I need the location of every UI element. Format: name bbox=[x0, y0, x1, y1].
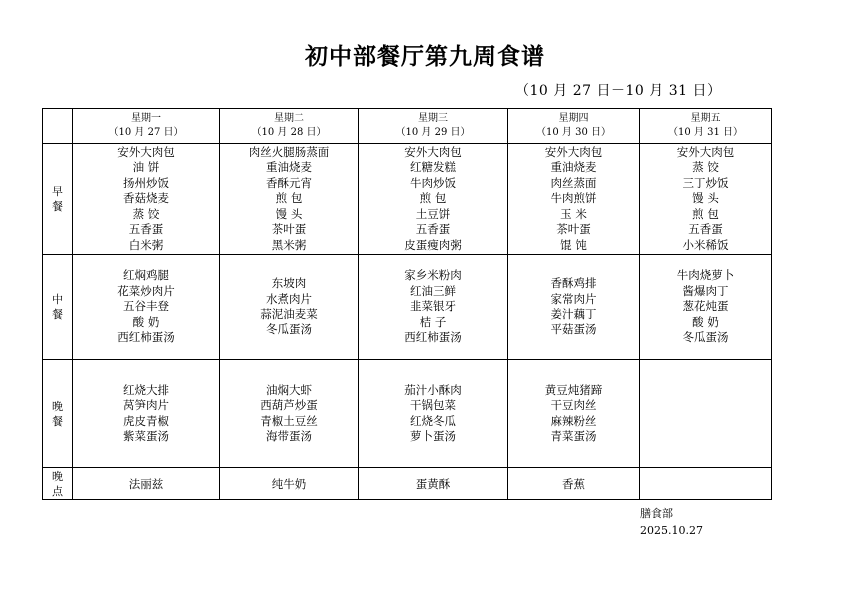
dish-cell bbox=[359, 144, 508, 255]
dish-item: 酸 奶 bbox=[692, 314, 719, 329]
dish-item: 馄 饨 bbox=[560, 237, 587, 252]
dish-item: 重油烧麦 bbox=[266, 160, 312, 175]
dish-item: 玉 米 bbox=[560, 206, 587, 221]
day-date: （10 月 30 日） bbox=[536, 127, 611, 138]
dish-item: 黑米粥 bbox=[271, 237, 307, 252]
signature-date: 2025.10.27 bbox=[640, 524, 703, 537]
dish-cell bbox=[220, 360, 359, 468]
dish-item: 五香蛋 bbox=[415, 222, 451, 237]
dish-item: 油 饼 bbox=[132, 160, 160, 175]
dish-item: 安外大肉包 bbox=[117, 145, 175, 160]
dish-cell bbox=[508, 360, 640, 468]
day-name: 星期四 bbox=[558, 113, 589, 124]
signature-dept: 膳食部 bbox=[640, 507, 673, 520]
lunch-row bbox=[43, 255, 772, 360]
day-name: 星期二 bbox=[274, 113, 304, 124]
dish-item: 冬瓜蛋汤 bbox=[266, 322, 312, 337]
dish-item: 花菜炒肉片 bbox=[117, 283, 175, 298]
header-row bbox=[43, 109, 772, 144]
dish-item: 土豆饼 bbox=[415, 206, 451, 221]
dish-item: 蒸 饺 bbox=[692, 160, 719, 175]
dish-item: 皮蛋瘦肉粥 bbox=[404, 237, 462, 252]
dish-item: 海带蛋汤 bbox=[266, 428, 312, 443]
day-name: 星期一 bbox=[131, 113, 161, 124]
dish-item: 蒸 饺 bbox=[132, 206, 160, 221]
dish-cell bbox=[640, 144, 772, 255]
dish-item: 姜汁藕丁 bbox=[550, 307, 597, 321]
dinner-row bbox=[43, 360, 772, 468]
day-name: 星期三 bbox=[418, 113, 448, 124]
dish-cell bbox=[640, 360, 772, 468]
dish-item: 冬瓜蛋汤 bbox=[682, 330, 729, 345]
dish-item: 干锅包菜 bbox=[410, 398, 456, 413]
day-date: （10 月 27 日） bbox=[108, 127, 184, 138]
dish-item: 香菇烧麦 bbox=[123, 191, 169, 206]
day-header-2 bbox=[220, 109, 359, 144]
dish-item: 水煮肉片 bbox=[266, 291, 312, 306]
dish-cell bbox=[508, 255, 640, 360]
dish-cell bbox=[508, 144, 640, 255]
dish-item: 酸 奶 bbox=[132, 314, 160, 329]
page-title: 初中部餐厅第九周食谱 bbox=[305, 44, 545, 70]
dish-item: 香酥鸡排 bbox=[550, 276, 597, 291]
dish-item: 茄汁小酥肉 bbox=[404, 382, 462, 397]
day-name: 星期五 bbox=[690, 113, 721, 124]
dish-item: 紫菜蛋汤 bbox=[123, 428, 169, 443]
dish-item: 红糖发糕 bbox=[410, 160, 456, 175]
dish-item: 酱爆肉丁 bbox=[682, 283, 729, 298]
dish-item: 馒 头 bbox=[692, 191, 719, 206]
dish-item: 肉丝火腿肠蒸面 bbox=[248, 145, 330, 160]
dish-item: 茶叶蛋 bbox=[556, 222, 591, 237]
dish-item: 青椒土豆丝 bbox=[260, 413, 318, 428]
dish-item: 三丁炒饭 bbox=[682, 175, 729, 190]
dish-item: 五香蛋 bbox=[128, 222, 164, 237]
dish-item: 五谷丰登 bbox=[123, 299, 169, 314]
dish-item: 馒 头 bbox=[275, 206, 303, 221]
dish-item: 青菜蛋汤 bbox=[550, 428, 597, 443]
dish-item: 油焖大虾 bbox=[266, 382, 312, 397]
dish-item: 茶叶蛋 bbox=[271, 222, 307, 237]
dish-item: 西红柿蛋汤 bbox=[404, 330, 462, 345]
dish-item: 麻辣粉丝 bbox=[550, 413, 597, 428]
dish-item: 扬州炒饭 bbox=[123, 175, 169, 190]
dish-item: 煎 包 bbox=[419, 191, 447, 206]
snack-label: 晚 点 bbox=[43, 468, 73, 500]
dish-item: 西红柿蛋汤 bbox=[117, 330, 175, 345]
snack-cell: 蛋黄酥 bbox=[359, 468, 508, 500]
dish-item: 牛肉烧萝卜 bbox=[676, 268, 735, 283]
day-header-3 bbox=[359, 109, 508, 144]
dish-item: 干豆肉丝 bbox=[550, 398, 597, 413]
dish-cell bbox=[73, 255, 220, 360]
dish-item: 牛肉煎饼 bbox=[550, 191, 597, 206]
day-date: （10 月 28 日） bbox=[251, 127, 327, 138]
snack-row bbox=[43, 468, 772, 500]
dinner-label: 晚 餐 bbox=[43, 360, 73, 468]
dish-cell bbox=[359, 360, 508, 468]
dish-item: 桔 子 bbox=[419, 314, 447, 329]
breakfast-label: 早 餐 bbox=[43, 144, 73, 255]
day-header-1 bbox=[73, 109, 220, 144]
dish-item: 安外大肉包 bbox=[404, 145, 462, 160]
day-date: （10 月 29 日） bbox=[395, 127, 471, 138]
corner-cell bbox=[43, 109, 73, 144]
dish-item: 煎 包 bbox=[275, 191, 303, 206]
dish-item: 东坡肉 bbox=[271, 276, 307, 291]
dish-item: 莴笋肉片 bbox=[123, 398, 169, 413]
dish-item: 白米粥 bbox=[128, 237, 164, 252]
day-date: （10 月 31 日） bbox=[668, 127, 743, 138]
dish-item: 小米稀饭 bbox=[682, 237, 729, 252]
menu-table bbox=[42, 108, 772, 500]
dish-item: 香酥元宵 bbox=[266, 175, 312, 190]
breakfast-row bbox=[43, 144, 772, 255]
dish-item: 蒜泥油麦菜 bbox=[260, 307, 318, 321]
dish-item: 家常肉片 bbox=[550, 291, 597, 306]
snack-cell: 法丽兹 bbox=[73, 468, 220, 500]
dish-item: 煎 包 bbox=[692, 206, 719, 221]
day-header-5 bbox=[640, 109, 772, 144]
dish-item: 肉丝蒸面 bbox=[550, 175, 597, 190]
lunch-label: 中 餐 bbox=[43, 255, 73, 360]
dish-item: 虎皮青椒 bbox=[123, 413, 169, 428]
dish-item: 红焖鸡腿 bbox=[123, 268, 169, 283]
dish-item: 牛肉炒饭 bbox=[410, 175, 456, 190]
dish-cell bbox=[640, 255, 772, 360]
day-header-4 bbox=[508, 109, 640, 144]
dish-item: 西葫芦炒蛋 bbox=[260, 398, 318, 413]
dish-item: 萝卜蛋汤 bbox=[410, 428, 456, 443]
date-range: （10 月 27 日－10 月 31 日） bbox=[515, 83, 722, 99]
dish-cell bbox=[73, 360, 220, 468]
snack-cell bbox=[640, 468, 772, 500]
dish-cell bbox=[73, 144, 220, 255]
snack-cell: 香蕉 bbox=[508, 468, 640, 500]
dish-item: 黄豆炖猪蹄 bbox=[544, 382, 603, 397]
dish-item: 红烧冬瓜 bbox=[410, 413, 456, 428]
dish-item: 韭菜银牙 bbox=[410, 299, 456, 314]
dish-item: 安外大肉包 bbox=[544, 145, 603, 160]
snack-cell: 纯牛奶 bbox=[220, 468, 359, 500]
dish-item: 红烧大排 bbox=[123, 382, 169, 397]
dish-item: 家乡米粉肉 bbox=[404, 268, 462, 283]
dish-item: 安外大肉包 bbox=[676, 145, 735, 160]
dish-item: 平菇蛋汤 bbox=[550, 322, 597, 337]
dish-cell bbox=[220, 255, 359, 360]
dish-item: 重油烧麦 bbox=[550, 160, 597, 175]
dish-cell bbox=[220, 144, 359, 255]
dish-item: 五香蛋 bbox=[688, 222, 723, 237]
signature bbox=[640, 505, 703, 539]
dish-item: 葱花炖蛋 bbox=[682, 299, 729, 314]
dish-cell bbox=[359, 255, 508, 360]
dish-item: 红油三鲜 bbox=[410, 283, 456, 298]
